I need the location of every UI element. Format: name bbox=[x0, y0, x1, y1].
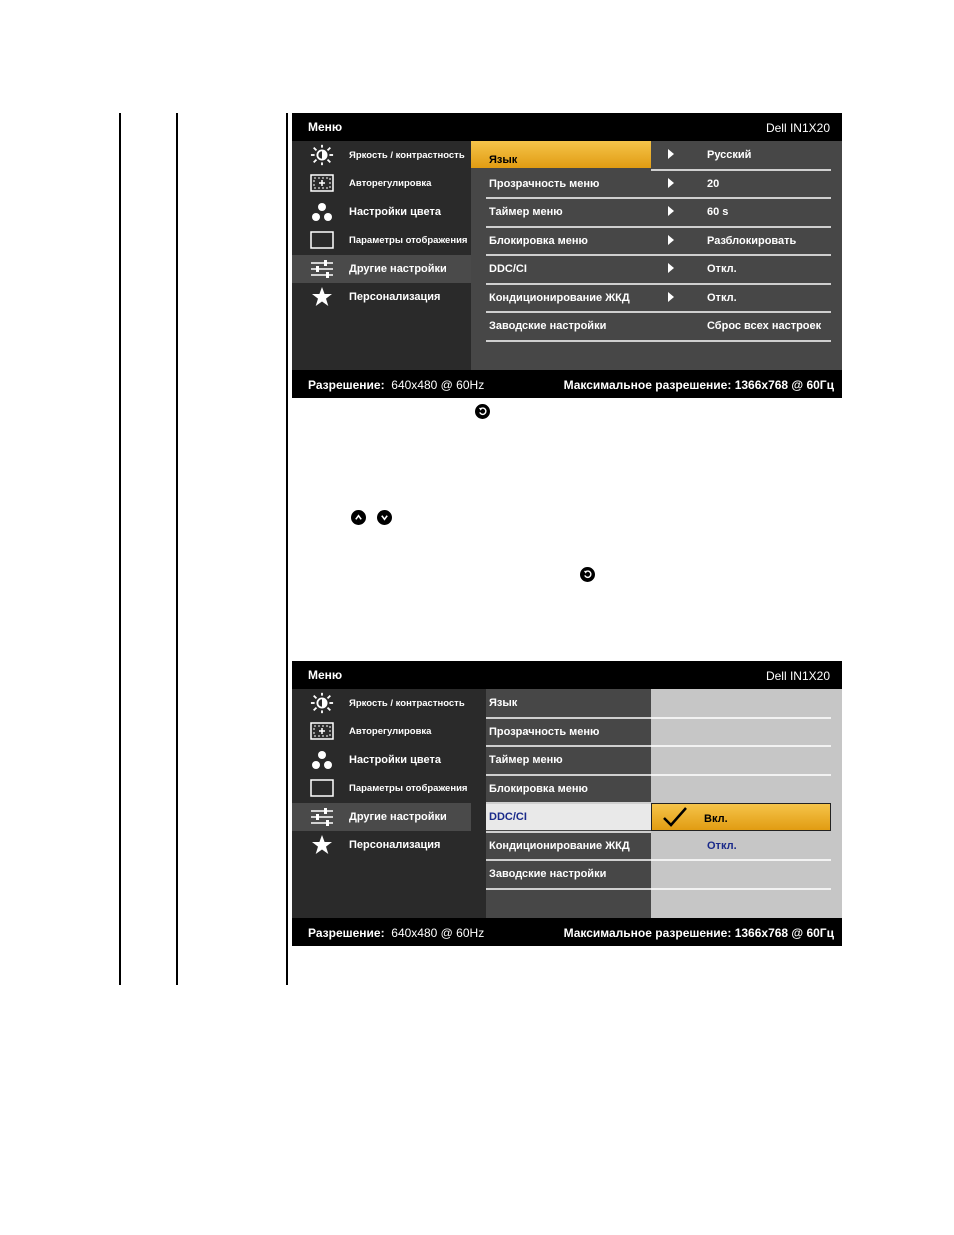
menu-title: Меню bbox=[308, 120, 343, 134]
separator bbox=[651, 774, 831, 776]
auto-adjust-icon bbox=[310, 173, 334, 193]
submenu-item-ddcci[interactable]: DDC/CI bbox=[489, 263, 527, 275]
separator bbox=[651, 197, 831, 199]
value-lock[interactable]: Разблокировать bbox=[651, 227, 831, 254]
separator bbox=[651, 745, 831, 747]
separator bbox=[651, 283, 831, 285]
max-resolution-label: Максимальное разрешение: bbox=[563, 926, 732, 940]
separator bbox=[486, 774, 651, 776]
submenu-item-ddcci[interactable]: DDC/CI bbox=[486, 803, 651, 830]
menu-item-display-settings[interactable] bbox=[292, 226, 471, 254]
arrow-right-icon bbox=[668, 178, 674, 188]
max-resolution-value: 1366x768 @ 60Гц bbox=[734, 926, 834, 940]
separator bbox=[651, 340, 831, 342]
separator bbox=[486, 283, 651, 285]
separator bbox=[486, 226, 651, 228]
submenu-item-lock[interactable]: Блокировка меню bbox=[489, 235, 588, 247]
back-icon bbox=[580, 567, 595, 582]
star-icon bbox=[310, 287, 334, 307]
up-arrow-icon bbox=[351, 510, 366, 525]
menu-item-label: Персонализация bbox=[349, 291, 441, 303]
separator bbox=[486, 197, 651, 199]
osd-menu-ddcci bbox=[292, 661, 842, 946]
menu-item-other-settings[interactable] bbox=[292, 255, 471, 283]
model-name: Dell IN1X20 bbox=[765, 121, 830, 135]
display-settings-icon bbox=[310, 230, 334, 250]
brightness-icon bbox=[310, 145, 334, 165]
table-border-left bbox=[119, 113, 121, 985]
resolution-label: Разрешение: bbox=[308, 378, 385, 392]
osd-footer bbox=[292, 918, 842, 946]
value-ddcci[interactable]: Откл. bbox=[651, 255, 831, 282]
menu-title: Меню bbox=[308, 668, 343, 682]
osd-footer bbox=[292, 370, 842, 398]
submenu-item-language[interactable]: Язык bbox=[489, 697, 518, 709]
submenu-panel bbox=[471, 689, 486, 918]
separator bbox=[486, 745, 651, 747]
menu-item-label: Персонализация bbox=[349, 839, 441, 851]
back-icon bbox=[475, 404, 490, 419]
option-on[interactable]: Вкл. bbox=[651, 803, 831, 831]
submenu-item-transparency[interactable]: Прозрачность меню bbox=[489, 178, 600, 190]
menu-item-color-settings[interactable] bbox=[292, 746, 471, 774]
menu-item-label: Авторегулировка bbox=[349, 726, 432, 737]
submenu-item-lcd-conditioning[interactable]: Кондиционирование ЖКД bbox=[489, 840, 630, 852]
down-arrow-icon bbox=[377, 510, 392, 525]
menu-item-label: Авторегулировка bbox=[349, 178, 432, 189]
menu-item-label: Яркость / контрастность bbox=[349, 698, 465, 709]
separator bbox=[486, 254, 651, 256]
menu-item-label: Параметры отображения bbox=[349, 235, 468, 246]
menu-item-personalize[interactable] bbox=[292, 283, 471, 311]
submenu-item-timer[interactable]: Таймер меню bbox=[489, 754, 563, 766]
submenu-item-lcd-conditioning[interactable]: Кондиционирование ЖКД bbox=[489, 292, 630, 304]
arrow-right-icon bbox=[668, 149, 674, 159]
separator bbox=[486, 340, 651, 342]
other-settings-icon bbox=[310, 807, 334, 827]
brightness-icon bbox=[310, 693, 334, 713]
separator bbox=[651, 888, 831, 890]
option-off[interactable]: Откл. bbox=[707, 840, 737, 852]
table-border-mid bbox=[176, 113, 178, 985]
submenu-item-factory-reset[interactable]: Заводские настройки bbox=[489, 868, 607, 880]
star-icon bbox=[310, 835, 334, 855]
model-name: Dell IN1X20 bbox=[765, 669, 830, 683]
menu-item-label: Параметры отображения bbox=[349, 783, 468, 794]
resolution-value: 640x480 @ 60Hz bbox=[391, 378, 485, 392]
separator bbox=[651, 311, 831, 313]
display-settings-icon bbox=[310, 778, 334, 798]
color-settings-icon bbox=[310, 202, 334, 222]
menu-item-label: Настройки цвета bbox=[349, 754, 441, 766]
menu-item-personalize[interactable] bbox=[292, 831, 471, 859]
color-settings-icon bbox=[310, 750, 334, 770]
resolution-value: 640x480 @ 60Hz bbox=[391, 926, 485, 940]
menu-item-auto-adjust[interactable] bbox=[292, 717, 471, 745]
value-lcd-conditioning[interactable]: Откл. bbox=[651, 284, 831, 311]
menu-item-label: Яркость / контрастность bbox=[349, 150, 465, 161]
separator bbox=[486, 888, 651, 890]
menu-item-color-settings[interactable] bbox=[292, 198, 471, 226]
separator bbox=[486, 859, 651, 861]
separator bbox=[651, 226, 831, 228]
menu-item-display-settings[interactable] bbox=[292, 774, 471, 802]
resolution-label: Разрешение: bbox=[308, 926, 385, 940]
separator bbox=[651, 859, 831, 861]
arrow-right-icon bbox=[668, 235, 674, 245]
osd-menu-main bbox=[292, 113, 842, 398]
table-border-right bbox=[286, 113, 288, 985]
separator bbox=[651, 169, 831, 171]
max-resolution-label: Максимальное разрешение: bbox=[563, 378, 732, 392]
separator bbox=[486, 831, 651, 833]
submenu-item-timer[interactable]: Таймер меню bbox=[489, 206, 563, 218]
separator bbox=[486, 717, 651, 719]
menu-item-label: Другие настройки bbox=[349, 263, 447, 275]
submenu-item-factory-reset[interactable]: Заводские настройки bbox=[489, 320, 607, 332]
value-transparency[interactable]: 20 bbox=[651, 170, 831, 197]
menu-item-brightness[interactable] bbox=[292, 689, 471, 717]
submenu-item-transparency[interactable]: Прозрачность меню bbox=[489, 726, 600, 738]
max-resolution-value: 1366x768 @ 60Гц bbox=[734, 378, 834, 392]
submenu-item-lock[interactable]: Блокировка меню bbox=[489, 783, 588, 795]
arrow-right-icon bbox=[668, 292, 674, 302]
auto-adjust-icon bbox=[310, 721, 334, 741]
value-language[interactable]: Русский bbox=[651, 141, 831, 168]
menu-item-other-settings[interactable] bbox=[292, 803, 471, 831]
separator bbox=[651, 717, 831, 719]
menu-item-brightness[interactable] bbox=[292, 141, 471, 169]
separator bbox=[651, 254, 831, 256]
menu-item-auto-adjust[interactable] bbox=[292, 169, 471, 197]
arrow-right-icon bbox=[668, 263, 674, 273]
value-factory-reset[interactable]: Сброс всех настроек bbox=[707, 320, 822, 332]
arrow-right-icon bbox=[668, 206, 674, 216]
separator bbox=[486, 802, 651, 804]
separator bbox=[486, 311, 651, 313]
osd-header bbox=[292, 113, 842, 141]
submenu-item-language[interactable]: Язык bbox=[471, 141, 651, 168]
checkmark-icon bbox=[662, 806, 688, 833]
menu-item-label: Настройки цвета bbox=[349, 206, 441, 218]
menu-item-label: Другие настройки bbox=[349, 811, 447, 823]
osd-header bbox=[292, 661, 842, 689]
other-settings-icon bbox=[310, 259, 334, 279]
value-timer[interactable]: 60 s bbox=[651, 198, 831, 225]
